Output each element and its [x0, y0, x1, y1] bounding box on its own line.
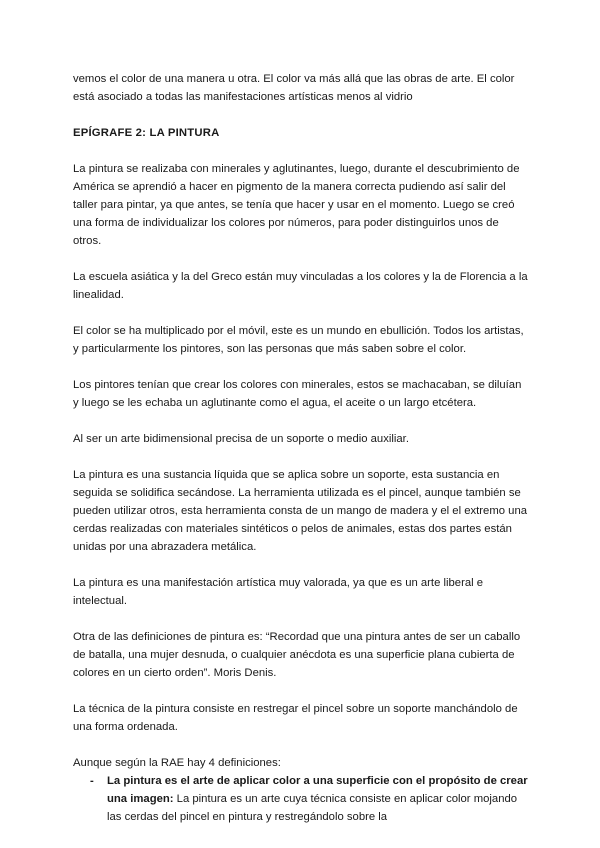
paragraph: El color se ha multiplicado por el móvil, este es un mundo en ebullición. Todos los artistas, y particularmente los pintores, son las personas que más saben sobre el color.	[73, 325, 524, 355]
paragraph: La técnica de la pintura consiste en restregar el pincel sobre un soporte manchándolo de una forma ordenada.	[73, 703, 518, 733]
paragraph: La pintura es una sustancia líquida que se aplica sobre un soporte, esta sustancia en seguida se solidifica secándose. La herramienta utilizada es el pincel, aunque también se pueden utilizar otros, esta herramienta consta de un mango de madera y el el extremo una cerdas realizadas con materiales sintéticos o pelos de animales, estas dos partes están unidas por una abrazadera metálica.	[73, 469, 528, 553]
paragraph: La escuela asiática y la del Greco están muy vinculadas a los colores y la de Florencia a la linealidad.	[73, 271, 528, 301]
definition-text: La pintura es un arte cuya técnica consiste en aplicar color mojando las cerdas del pincel en pintura y restregándolo sobre la	[107, 793, 518, 823]
paragraph: Al ser un arte bidimensional precisa de un soporte o medio auxiliar.	[73, 433, 409, 445]
definition-title: La pintura es el arte de aplicar color a una superficie con el propósito de crear una imagen:	[107, 775, 528, 805]
paragraph: La pintura es una manifestación artística muy valorada, ya que es un arte liberal e intelectual.	[73, 577, 484, 607]
list-intro: Aunque según la RAE hay 4 definiciones:	[73, 757, 281, 769]
list-item	[73, 772, 528, 826]
paragraph: La pintura se realizaba con minerales y aglutinantes, luego, durante el descubrimiento de América se aprendió a hacer en pigmento de la manera correcta pudiendo así salir del taller para pintar, ya que antes, se tenía que hacer y usar en el momento. Luego se creó una forma de individualizar los colores por números, para poder distinguirlos unos de otros.	[73, 163, 520, 247]
opening-paragraph: vemos el color de una manera u otra. El color va más allá que las obras de arte. El color está asociado a todas las manifestaciones artísticas menos al vidrio	[73, 73, 515, 103]
paragraph: Los pintores tenían que crear los colores con minerales, estos se machacaban, se diluían y luego se les echaba un aglutinante como el agua, el aceite o un largo etcétera.	[73, 379, 522, 409]
list-marker: -	[90, 775, 94, 787]
section-heading: EPÍGRAFE 2: LA PINTURA	[73, 127, 220, 139]
paragraph: Otra de las definiciones de pintura es: “Recordad que una pintura antes de ser un caballo de batalla, una mujer desnuda, o cualquier anécdota es una superficie plana cubierta de colores en un cierto orden”. Moris Denis.	[73, 631, 521, 679]
definitions-list	[73, 772, 528, 826]
